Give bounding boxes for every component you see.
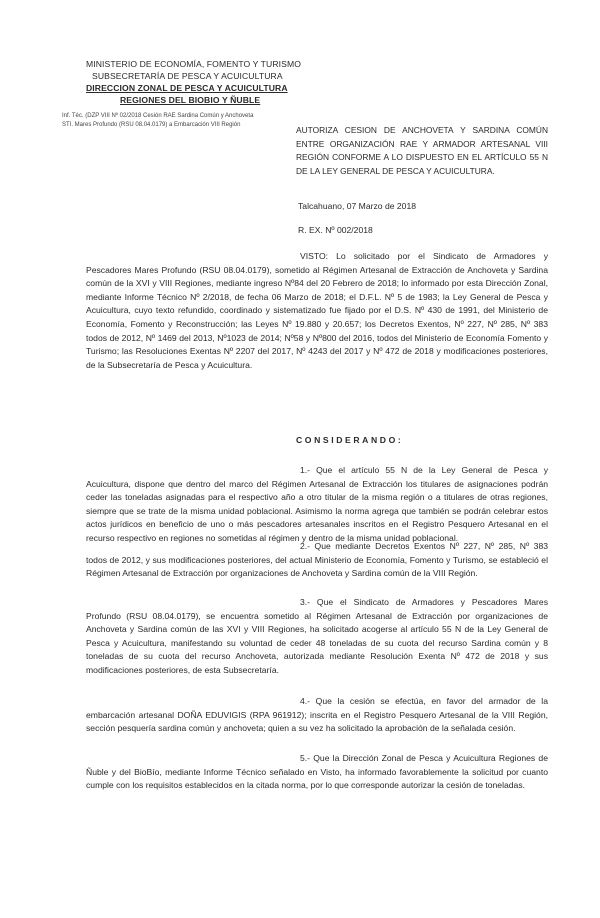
- considerando-item-3: 3.- Que el Sindicato de Armadores y Pescadores Mares Profundo (RSU 08.04.0179), se encuentra sometido al Régimen Artesanal de Extracción por organizaciones de Anchoveta y Sardina común de las XVI y VIII Regiones, ha solicitado acogerse al artículo 55 N de la Ley General de Pesca y Acuicultura, manifestando su voluntad de ceder 48 toneladas de su cuota del recurso Sardina común y 8 toneladas de su cuota del recurso Anchoveta, autorizada mediante Resolución Exenta Nº 472 de 2018 y sus modificaciones posteriores, de esta Subsecretaría.: [86, 597, 548, 675]
- regions-name: REGIONES DEL BIOBIO Y ÑUBLE: [120, 95, 261, 105]
- letterhead: [86, 58, 346, 106]
- place-date: Talcahuano, 07 Marzo de 2018: [298, 201, 417, 211]
- considerando-item-1: 1.- Que el artículo 55 N de la Ley General de Pesca y Acuicultura, dispone que dentro del marco del Régimen Artesanal de Extracción los titulares de asignaciones podrán ceder las toneladas asignadas para el respectivo año a otro titular de la misma región o a titulares de otras regiones, siempre que se trate de la misma unidad poblacional. Asimismo la norma agrega que también se podrán celebrar estos actos jurídicos en beneficio de uno o más pescadores artesanales inscritos en el Registro Pesquero Artesanal en el recurso respectivo en regiones no sometidas al régimen y dentro de la misma unidad poblacional.: [86, 465, 548, 543]
- considerando-item-5: 5.- Que la Dirección Zonal de Pesca y Acuicultura Regiones de Ñuble y del BioBío, mediante Informe Técnico señalado en Visto, ha informado favorablemente la solicitud por cuanto cumple con los requisitos establecidos en la citada norma, por lo que corresponde autorizar la cesión de toneladas.: [86, 753, 548, 791]
- subsecretary-name: SUBSECRETARÍA DE PESCA Y ACUICULTURA: [92, 71, 283, 81]
- reference-line-1: Inf. Téc. (DZP VIII Nº 02/2018 Cesión RAE Sardina Común y Anchoveta: [62, 113, 254, 119]
- resolution-subject: AUTORIZA CESION DE ANCHOVETA Y SARDINA COMÚN ENTRE ORGANIZACIÓN RAE Y ARMADOR ARTESANAL VIII REGIÓN CONFORME A LO DISPUESTO EN EL ARTÍCULO 55 N DE LA LEY GENERAL DE PESCA Y ACUICULTURA.: [296, 125, 548, 176]
- reference-line-2: STI. Mares Profundo (RSU 08.04.0179) a Embarcación VIII Región: [62, 121, 241, 128]
- visto-paragraph: VISTO: Lo solicitado por el Sindicato de Armadores y Pescadores Mares Profundo (RSU 08.04.0179), sometido al Régimen Artesanal de Extracción de Anchoveta y Sardina común de la XVI y VIII Regiones, mediante ingreso Nº84 del 20 Febrero de 2018; lo informado por esta Dirección Zonal, mediante Informe Técnico Nº 2/2018, de fecha 06 Marzo de 2018; el D.F.L. Nº 5 de 1983; la Ley General de Pesca y Acuicultura, cuyo texto refundido, coordinado y sistematizado fue fijado por el D.S. Nº 430 de 1991, del Ministerio de Economía, Fomento y Reconstrucción; las Leyes Nº 19.880 y 20.657; los Decretos Exentos, Nº 227, Nº 285, Nº 383 todos de 2012, Nº 1469 del 2013, Nº1023 de 2014; Nº58 y Nº800 del 2016, todos del Ministerio de Economía Fomento y Turismo; las Resoluciones Exentas Nº 2207 del 2017, Nº 4243 del 2017 y Nº 472 de 2018 y modificaciones posteriores, de la Subsecretaría de Pesca y Acuicultura.: [86, 251, 548, 370]
- reference-note: [62, 112, 322, 129]
- considerando-heading: CONSIDERANDO:: [296, 435, 404, 445]
- considerando-item-4: 4.- Que la cesión se efectúa, en favor del armador de la embarcación artesanal DOÑA EDUVIGIS (RPA 961912); inscrita en el Registro Pesquero Artesanal de la VIII Región, sección pesquería sardina común y anchoveta; quien a su vez ha solicitado la aprobación de la señalada cesión.: [86, 696, 548, 734]
- zonal-direction-name: DIRECCION ZONAL DE PESCA Y ACUICULTURA: [86, 83, 288, 93]
- considerando-item-2: 2.- Que mediante Decretos Exentos Nº 227, Nº 285, Nº 383 todos de 2012, y sus modificaciones posteriores, del actual Ministerio de Economía, Fomento y Turismo, se estableció el Régimen Artesanal de Extracción por organizaciones de Anchoveta y Sardina común de la VIII Región.: [86, 541, 548, 579]
- resolution-number: R. EX. Nº 002/2018: [298, 225, 373, 235]
- ministry-name: MINISTERIO DE ECONOMÍA, FOMENTO Y TURISMO: [86, 59, 301, 69]
